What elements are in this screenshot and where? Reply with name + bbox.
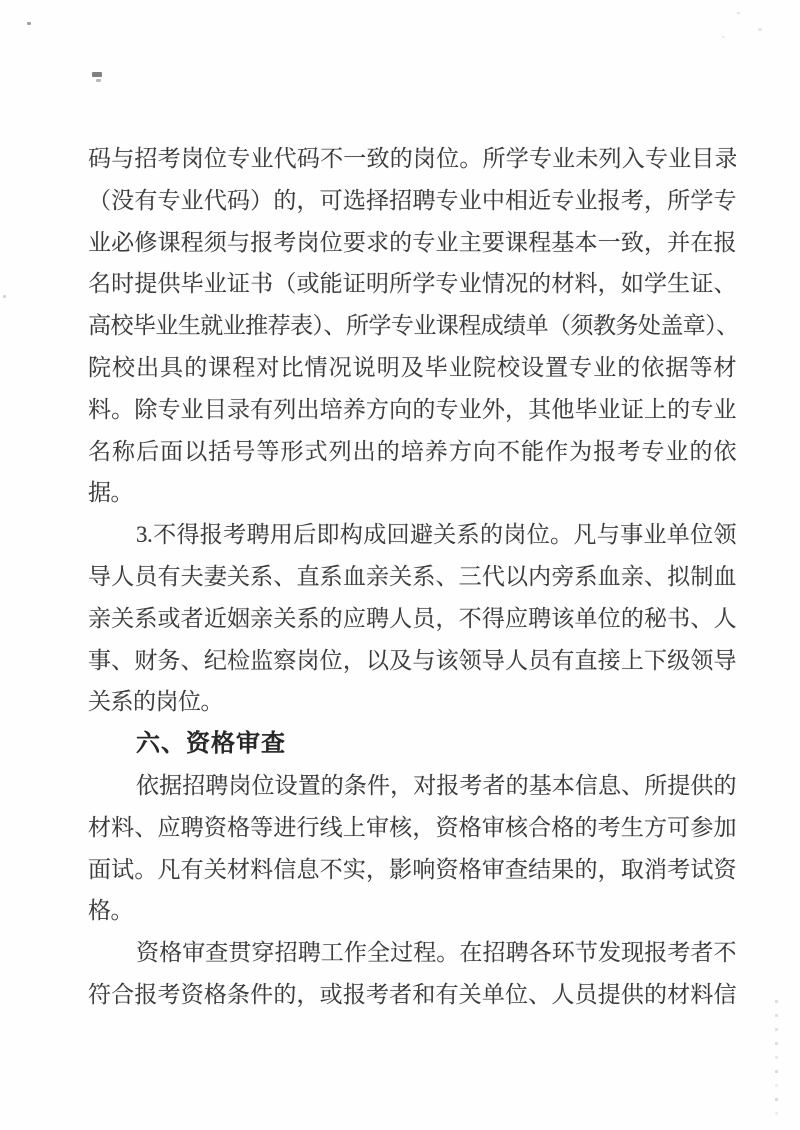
text-line: 亲关系或者近姻亲关系的应聘人员，不得应聘该单位的秘书、人	[88, 605, 736, 631]
scan-edge-noise	[775, 1098, 778, 1101]
scan-edge-noise	[775, 1000, 778, 1003]
text-line: 导人员有夫妻关系、直系血亲关系、三代以内旁系血亲、拟制血	[88, 563, 736, 589]
scan-artifact	[96, 79, 101, 82]
text-line: 3.不得报考聘用后即构成回避关系的岗位。凡与事业单位领	[136, 522, 736, 548]
scan-edge-noise	[775, 1014, 778, 1017]
scan-edge-noise	[775, 1056, 778, 1059]
text-line: （没有专业代码）的，可选择招聘专业中相近专业报考，所学专	[88, 187, 736, 213]
text-line: 事、财务、纪检监察岗位，以及与该领导人员有直接上下级领导	[88, 647, 736, 673]
scan-artifact	[737, 12, 740, 14]
text-line: 格。	[88, 898, 133, 924]
scan-artifact	[3, 295, 6, 298]
text-line: 料。除专业目录有列出培养方向的专业外，其他毕业证上的专业	[88, 396, 736, 422]
text-line: 名称后面以括号等形式列出的培养方向不能作为报考专业的依	[88, 438, 736, 464]
text-line: 资格审查贯穿招聘工作全过程。在招聘各环节发现报考者不	[136, 940, 736, 966]
scan-edge-noise	[775, 1112, 778, 1115]
scan-artifact	[722, 36, 725, 38]
section-heading: 六、资格审查	[136, 730, 286, 758]
text-line: 材料、应聘资格等进行线上审核，资格审核合格的考生方可参加	[88, 814, 736, 840]
scan-edge-noise	[775, 1084, 778, 1087]
scan-edge-noise	[775, 1028, 778, 1031]
scan-artifact	[758, 28, 762, 31]
scan-artifact	[27, 22, 31, 25]
text-line: 码与招考岗位专业代码不一致的岗位。所学专业未列入专业目录	[88, 146, 736, 171]
text-line: 院校出具的课程对比情况说明及毕业院校设置专业的依据等材	[88, 354, 736, 380]
text-line: 名时提供毕业证书（或能证明所学专业情况的材料，如学生证、	[88, 271, 736, 297]
text-line: 依据招聘岗位设置的条件，对报考者的基本信息、所提供的	[136, 772, 736, 798]
text-line: 据。	[88, 480, 133, 506]
text-line: 符合报考资格条件的，或报考者和有关单位、人员提供的材料信	[88, 981, 736, 1007]
scan-edge-noise	[775, 1042, 778, 1045]
text-line: 关系的岗位。	[88, 689, 223, 715]
text-line: 面试。凡有关材料信息不实，影响资格审查结果的，取消考试资	[88, 856, 736, 882]
scan-artifact	[92, 72, 102, 77]
scan-edge-noise	[775, 1070, 778, 1073]
text-line: 高校毕业生就业推荐表）、所学专业课程成绩单（须教务处盖章）、	[88, 313, 736, 339]
document-body	[88, 138, 736, 1016]
text-line: 业必修课程须与报考岗位要求的专业主要课程基本一致，并在报	[88, 229, 736, 255]
